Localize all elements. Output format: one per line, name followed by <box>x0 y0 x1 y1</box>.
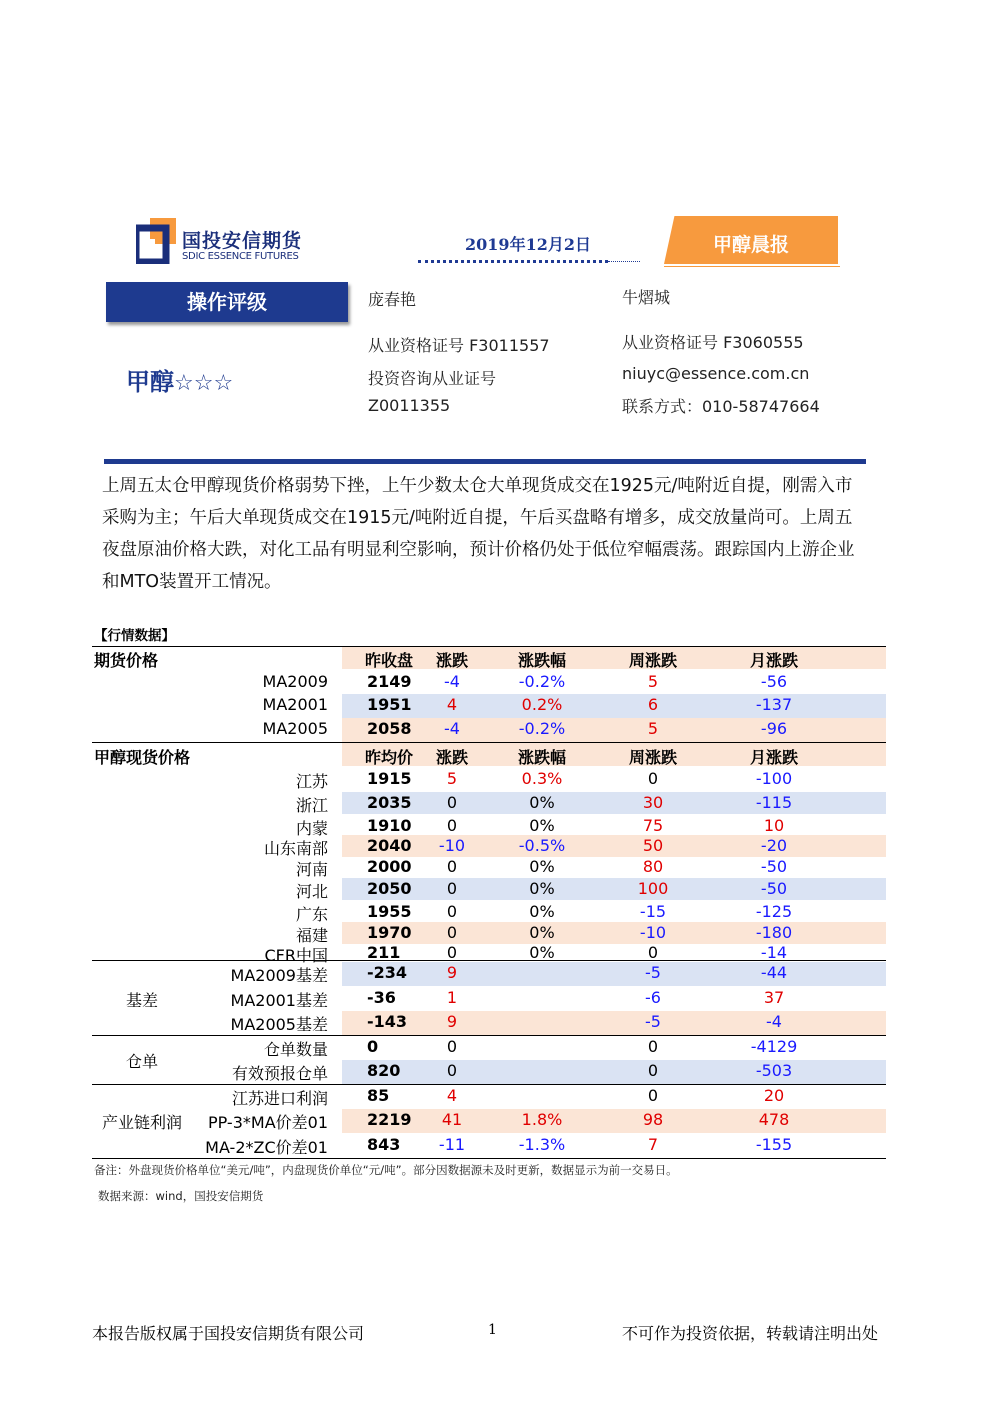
cell-week: 5 <box>647 672 659 691</box>
cell-month: -20 <box>760 836 788 855</box>
cell-price: 1955 <box>367 902 412 921</box>
table-row <box>92 672 886 695</box>
cell-pct: -0.2% <box>518 719 566 738</box>
cell-name: 福建 <box>295 926 328 945</box>
cell-month: -4 <box>766 1012 782 1031</box>
cell-week: 0 <box>647 1037 659 1056</box>
cell-chg: 0 <box>446 857 458 876</box>
cell-chg: 5 <box>446 769 458 788</box>
rating-line <box>126 362 233 397</box>
report-title-tab <box>664 216 838 264</box>
cell-pct: -0.5% <box>518 836 566 855</box>
cell-pct: -1.3% <box>518 1135 566 1154</box>
cell-chg: 0 <box>446 816 458 835</box>
analyst-2-email[interactable]: niuyc@essence.com.cn <box>622 364 810 383</box>
cell-price: -36 <box>367 988 396 1007</box>
cell-name: PP-3*MA价差01 <box>207 1113 328 1132</box>
cell-week: -15 <box>639 902 667 921</box>
cell-price: -143 <box>367 1012 408 1031</box>
header-month: 月涨跌 <box>749 651 798 670</box>
cell-price: 1910 <box>367 816 412 835</box>
cell-name: 有效预报仓单 <box>231 1064 328 1083</box>
cell-name: 浙江 <box>295 796 328 815</box>
market-summary: 上周五太仓甲醇现货价格弱势下挫，上午少数太仓大单现货成交在1925元/吨附近自提，刚需入市采购为主；午后大单现货成交在1915元/吨附近自提，午后买盘略有增多，成交放量尚可。上周五夜盘原油价格大跌，对化工品有明显利空影响，预计价格仍处于低位窄幅震荡。跟踪国内上游企业和MTO装置开工情况。 <box>102 476 855 592</box>
header-chg: 涨跌 <box>435 748 468 767</box>
group-label: 基差 <box>125 991 158 1010</box>
cell-pct: 0% <box>529 857 555 876</box>
header-title: 甲醇现货价格 <box>94 748 191 767</box>
header-month: 月涨跌 <box>749 748 798 767</box>
cell-name: 江苏 <box>295 772 328 791</box>
cell-chg: 1 <box>446 988 458 1007</box>
cell-chg: 4 <box>446 695 458 714</box>
cell-chg: -4 <box>444 672 460 691</box>
cell-chg: 0 <box>446 1037 458 1056</box>
cell-week: 0 <box>647 1086 659 1105</box>
header-pct: 涨跌幅 <box>517 651 566 670</box>
cell-chg: 0 <box>446 902 458 921</box>
cell-price: 1951 <box>367 695 412 714</box>
cell-name: 内蒙 <box>295 819 328 838</box>
cell-month: -50 <box>760 857 788 876</box>
cell-month: 37 <box>763 988 785 1007</box>
cell-month: -115 <box>755 793 793 812</box>
table-row <box>92 879 886 901</box>
cell-chg: 4 <box>446 1086 458 1105</box>
rating-product: 甲醇 <box>126 368 174 396</box>
cell-chg: 9 <box>446 1012 458 1031</box>
header-price: 昨收盘 <box>365 651 414 670</box>
table-row <box>92 793 886 815</box>
table-rule <box>92 960 886 961</box>
analyst-2-cert: 从业资格证号 F3060555 <box>622 333 804 352</box>
cell-name: 仓单数量 <box>263 1040 328 1059</box>
logo-mark-icon <box>136 218 176 264</box>
cell-week: 80 <box>642 857 664 876</box>
cell-week: -5 <box>645 1012 661 1031</box>
cell-name: 江苏进口利润 <box>231 1089 328 1108</box>
cell-name: MA2005 <box>262 719 328 738</box>
company-logo <box>136 218 306 268</box>
cell-month: -125 <box>755 902 793 921</box>
cell-name: MA2001基差 <box>230 991 328 1010</box>
cell-pct: 0% <box>529 793 555 812</box>
header-pct: 涨跌幅 <box>517 748 566 767</box>
cell-pct: 0% <box>529 816 555 835</box>
date-underline-tail <box>608 261 640 262</box>
cell-pct: -0.2% <box>518 672 566 691</box>
cell-name: MA-2*ZC价差01 <box>205 1138 328 1157</box>
cell-week: 100 <box>637 879 669 898</box>
cell-week: 7 <box>647 1135 659 1154</box>
cell-chg: -11 <box>438 1135 466 1154</box>
cell-chg: -10 <box>438 836 466 855</box>
analyst-1-cert: 从业资格证号 F3011557 <box>368 336 550 355</box>
cell-month: -155 <box>755 1135 793 1154</box>
page-number: 1 <box>488 1322 497 1338</box>
cell-week: 75 <box>642 816 664 835</box>
table-header-row <box>92 745 886 767</box>
table-rule <box>92 646 886 647</box>
cell-month: 10 <box>763 816 785 835</box>
cell-week: 50 <box>642 836 664 855</box>
cell-name: 山东南部 <box>263 839 328 858</box>
cell-week: -10 <box>639 923 667 942</box>
cell-chg: 0 <box>446 923 458 942</box>
table-row <box>92 988 886 1011</box>
cell-month: -180 <box>755 923 793 942</box>
table-row <box>92 769 886 791</box>
header-price: 昨均价 <box>365 748 414 767</box>
cell-chg: 0 <box>446 1061 458 1080</box>
report-date: 2019年12月2日 <box>465 235 591 254</box>
table-row <box>92 1012 886 1035</box>
cell-chg: 41 <box>441 1110 463 1129</box>
cell-chg: 0 <box>446 793 458 812</box>
cell-name: 广东 <box>295 905 328 924</box>
cell-name: MA2009基差 <box>230 966 328 985</box>
tab-underline <box>664 266 840 267</box>
cell-price: 2000 <box>367 857 412 876</box>
cell-pct: 0% <box>529 879 555 898</box>
cell-price: 820 <box>367 1061 401 1080</box>
header-week: 周涨跌 <box>628 748 677 767</box>
cell-name: 河南 <box>295 860 328 879</box>
cell-month: -100 <box>755 769 793 788</box>
header-divider <box>104 459 866 464</box>
cell-pct: 0.2% <box>521 695 563 714</box>
table-rule <box>92 1084 886 1085</box>
cell-chg: 0 <box>446 879 458 898</box>
cell-chg: 9 <box>446 963 458 982</box>
logo-name-en: SDIC ESSENCE FUTURES <box>182 251 299 262</box>
cell-month: -137 <box>755 695 793 714</box>
cell-week: 0 <box>647 943 659 962</box>
cell-price: 0 <box>367 1037 379 1056</box>
cell-month: 20 <box>763 1086 785 1105</box>
cell-price: 2149 <box>367 672 412 691</box>
cell-pct: 0% <box>529 923 555 942</box>
cell-price: 2050 <box>367 879 412 898</box>
table-rule <box>92 1035 886 1036</box>
cell-price: 1915 <box>367 769 412 788</box>
cell-name: MA2001 <box>262 695 328 714</box>
table-row <box>92 963 886 986</box>
table-row <box>92 902 886 924</box>
group-label: 产业链利润 <box>101 1113 182 1132</box>
cell-pct: 1.8% <box>521 1110 563 1129</box>
date-underline <box>418 260 608 263</box>
rating-label-box: 操作评级 <box>106 282 348 322</box>
cell-month: 478 <box>758 1110 790 1129</box>
table-row <box>92 1135 886 1158</box>
header-week: 周涨跌 <box>628 651 677 670</box>
cell-month: -14 <box>760 943 788 962</box>
cell-name: 河北 <box>295 882 328 901</box>
cell-price: 2058 <box>367 719 412 738</box>
cell-pct: 0% <box>529 943 555 962</box>
rating-stars-icon: ☆☆☆ <box>174 371 234 396</box>
analyst-1-cert2: Z0011355 <box>368 396 451 415</box>
cell-price: -234 <box>367 963 408 982</box>
table-row <box>92 719 886 742</box>
cell-week: -5 <box>645 963 661 982</box>
cell-week: 0 <box>647 769 659 788</box>
cell-week: -6 <box>645 988 661 1007</box>
table-row <box>92 1086 886 1109</box>
cell-week: 6 <box>647 695 659 714</box>
cell-price: 85 <box>367 1086 390 1105</box>
table-header-row <box>92 648 886 670</box>
cell-chg: -4 <box>444 719 460 738</box>
cell-pct: 0.3% <box>521 769 563 788</box>
logo-name-cn: 国投安信期货 <box>182 230 303 252</box>
table-row <box>92 857 886 879</box>
group-label: 仓单 <box>125 1052 158 1071</box>
cell-price: 2040 <box>367 836 412 855</box>
analyst-1-name: 庞春艳 <box>368 290 417 309</box>
cell-week: 30 <box>642 793 664 812</box>
table-row <box>92 836 886 858</box>
analyst-2-name: 牛熠城 <box>622 288 671 307</box>
table-row <box>92 1061 886 1084</box>
cell-name: MA2009 <box>262 672 328 691</box>
footer-disclaimer: 不可作为投资依据，转载请注明出处 <box>622 1324 879 1343</box>
cell-chg: 0 <box>446 943 458 962</box>
table-rule <box>92 1158 886 1159</box>
analyst-1-cert2-label: 投资咨询从业证号 <box>368 369 497 388</box>
cell-pct: 0% <box>529 902 555 921</box>
header-title: 期货价格 <box>94 651 159 670</box>
cell-price: 843 <box>367 1135 401 1154</box>
cell-price: 211 <box>367 943 401 962</box>
cell-month: -503 <box>755 1061 793 1080</box>
header-chg: 涨跌 <box>435 651 468 670</box>
cell-price: 1970 <box>367 923 412 942</box>
cell-name: MA2005基差 <box>230 1015 328 1034</box>
cell-name: CFR中国 <box>264 946 328 965</box>
cell-week: 5 <box>647 719 659 738</box>
cell-price: 2219 <box>367 1110 412 1129</box>
report-title: 甲醇晨报 <box>712 234 789 256</box>
cell-month: -4129 <box>750 1037 798 1056</box>
table-remark: 备注：外盘现货价格单位“美元/吨”，内盘现货价单位“元/吨”。部分因数据源未及时更新，数据显示为前一交易日。 <box>94 1163 678 1177</box>
table-row <box>92 1037 886 1060</box>
cell-week: 98 <box>642 1110 664 1129</box>
table-row <box>92 923 886 945</box>
table-row <box>92 695 886 718</box>
footer-copyright: 本报告版权属于国投安信期货有限公司 <box>92 1324 365 1343</box>
section-title: 【行情数据】 <box>94 628 175 644</box>
analyst-2-phone: 联系方式：010-58747664 <box>622 397 820 416</box>
cell-month: -44 <box>760 963 788 982</box>
cell-month: -56 <box>760 672 788 691</box>
cell-price: 2035 <box>367 793 412 812</box>
data-source: 数据来源：wind，国投安信期货 <box>98 1189 264 1203</box>
table-row <box>92 1110 886 1133</box>
cell-week: 0 <box>647 1061 659 1080</box>
cell-month: -96 <box>760 719 788 738</box>
cell-month: -50 <box>760 879 788 898</box>
